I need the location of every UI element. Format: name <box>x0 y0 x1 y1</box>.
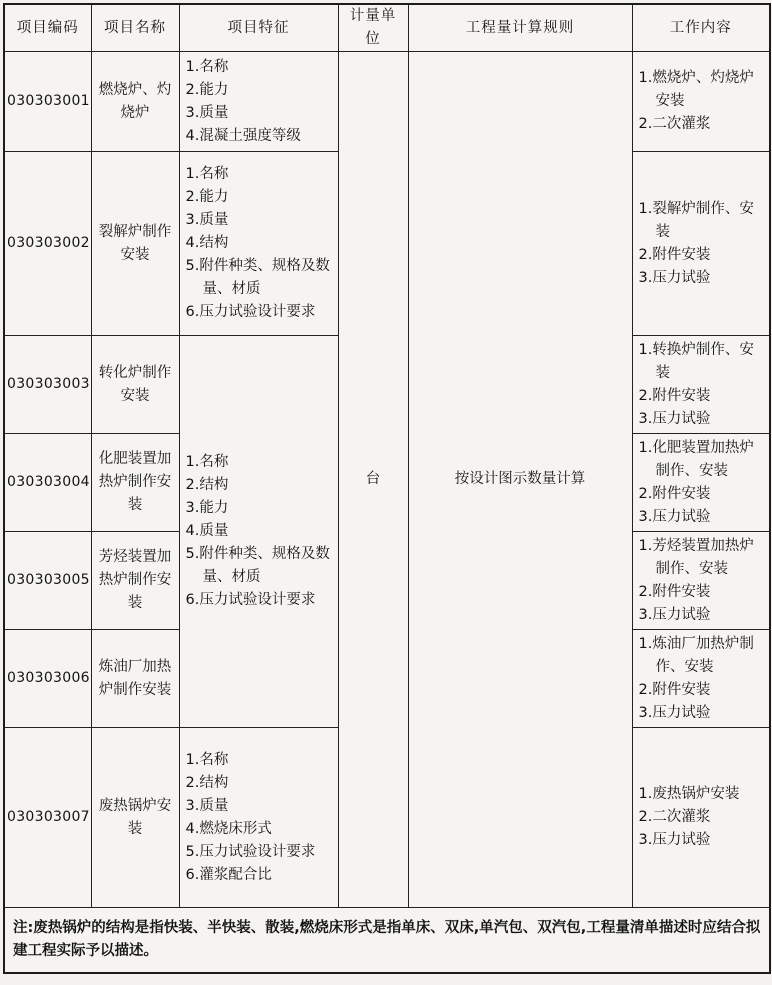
feature-item: 4.质量 <box>185 523 229 539</box>
work-item: 2.附件安装 <box>638 485 711 502</box>
work-content <box>632 434 770 532</box>
item-code: 030303001 <box>4 52 91 152</box>
feature-item: 3.质量 <box>185 104 229 121</box>
work-content <box>632 728 770 908</box>
table-note: 注:废热锅炉的结构是指快装、半快装、散装,燃烧床形式是指单床、双床,单汽包、双汽包,工程量清单描述时应结合拟建工程实际予以描述。 <box>4 908 770 974</box>
work-content <box>632 152 770 336</box>
header-work: 工作内容 <box>632 4 770 52</box>
item-name: 燃烧炉、灼烧炉 <box>91 52 179 152</box>
work-item: 1.芳烃装置加热炉制作、安装 <box>638 537 754 577</box>
item-features <box>179 52 338 152</box>
feature-item: 2.能力 <box>185 81 229 98</box>
table-row <box>4 52 770 152</box>
item-name: 废热锅炉安装 <box>91 728 179 908</box>
work-item: 2.二次灌浆 <box>638 116 711 132</box>
work-item: 1.废热锅炉安装 <box>638 786 740 802</box>
feature-item: 3.质量 <box>185 797 229 814</box>
work-item: 1.炼油厂加热炉制作、安装 <box>638 635 754 675</box>
work-content <box>632 630 770 728</box>
item-code: 030303003 <box>4 336 91 434</box>
feature-item: 6.灌浆配合比 <box>185 866 272 883</box>
item-features <box>179 728 338 908</box>
item-name: 化肥装置加热炉制作安装 <box>91 434 179 532</box>
feature-item: 3.能力 <box>185 500 229 516</box>
feature-item: 5.压力试验设计要求 <box>185 843 316 860</box>
rule-cell: 按设计图示数量计算 <box>408 52 632 908</box>
header-row <box>4 4 770 52</box>
work-item: 2.二次灌浆 <box>638 809 711 825</box>
work-item: 3.压力试验 <box>638 508 711 525</box>
header-code: 项目编码 <box>4 4 91 52</box>
unit-cell: 台 <box>338 52 408 908</box>
work-item: 1.化肥装置加热炉制作、安装 <box>638 439 754 479</box>
item-code: 030303004 <box>4 434 91 532</box>
feature-item: 2.结构 <box>185 774 229 791</box>
item-name: 裂解炉制作安装 <box>91 152 179 336</box>
feature-item: 4.燃烧床形式 <box>185 820 272 837</box>
item-features <box>179 152 338 336</box>
header-name: 项目名称 <box>91 4 179 52</box>
work-content <box>632 532 770 630</box>
feature-item: 1.名称 <box>185 166 229 182</box>
item-name: 芳烃装置加热炉制作安装 <box>91 532 179 630</box>
work-item: 3.压力试验 <box>638 410 711 427</box>
feature-item: 6.压力试验设计要求 <box>185 304 316 320</box>
work-item: 3.压力试验 <box>638 606 711 623</box>
work-content <box>632 52 770 152</box>
work-item: 2.附件安装 <box>638 681 711 698</box>
item-code: 030303006 <box>4 630 91 728</box>
item-name: 炼油厂加热炉制作安装 <box>91 630 179 728</box>
feature-item: 1.名称 <box>185 751 229 768</box>
work-item: 1.燃烧炉、灼烧炉安装 <box>638 70 754 109</box>
feature-item: 2.结构 <box>185 477 229 493</box>
feature-item: 4.结构 <box>185 235 229 251</box>
feature-item: 6.压力试验设计要求 <box>185 592 316 608</box>
feature-item: 2.能力 <box>185 189 229 205</box>
work-item: 2.附件安装 <box>638 583 711 600</box>
item-code: 030303007 <box>4 728 91 908</box>
feature-item: 1.名称 <box>185 58 229 75</box>
feature-item: 1.名称 <box>185 454 229 470</box>
feature-item: 3.质量 <box>185 212 229 228</box>
feature-item: 5.附件种类、规格及数量、材质 <box>185 546 330 585</box>
note-row <box>4 908 770 974</box>
work-item: 1.转换炉制作、安装 <box>638 341 754 381</box>
item-features-shared <box>179 336 338 728</box>
header-rule: 工程量计算规则 <box>408 4 632 52</box>
quantity-list-table <box>3 3 771 974</box>
item-name: 转化炉制作安装 <box>91 336 179 434</box>
header-features: 项目特征 <box>179 4 338 52</box>
work-item: 3.压力试验 <box>638 832 711 848</box>
feature-item: 5.附件种类、规格及数量、材质 <box>185 258 330 297</box>
item-code: 030303002 <box>4 152 91 336</box>
feature-item: 4.混凝土强度等级 <box>185 127 301 144</box>
header-unit: 计量单位 <box>338 4 408 52</box>
work-item: 3.压力试验 <box>638 704 711 721</box>
work-item: 3.压力试验 <box>638 269 711 286</box>
work-content <box>632 336 770 434</box>
work-item: 2.附件安装 <box>638 246 711 263</box>
work-item: 1.裂解炉制作、安装 <box>638 200 754 240</box>
work-item: 2.附件安装 <box>638 387 711 404</box>
item-code: 030303005 <box>4 532 91 630</box>
